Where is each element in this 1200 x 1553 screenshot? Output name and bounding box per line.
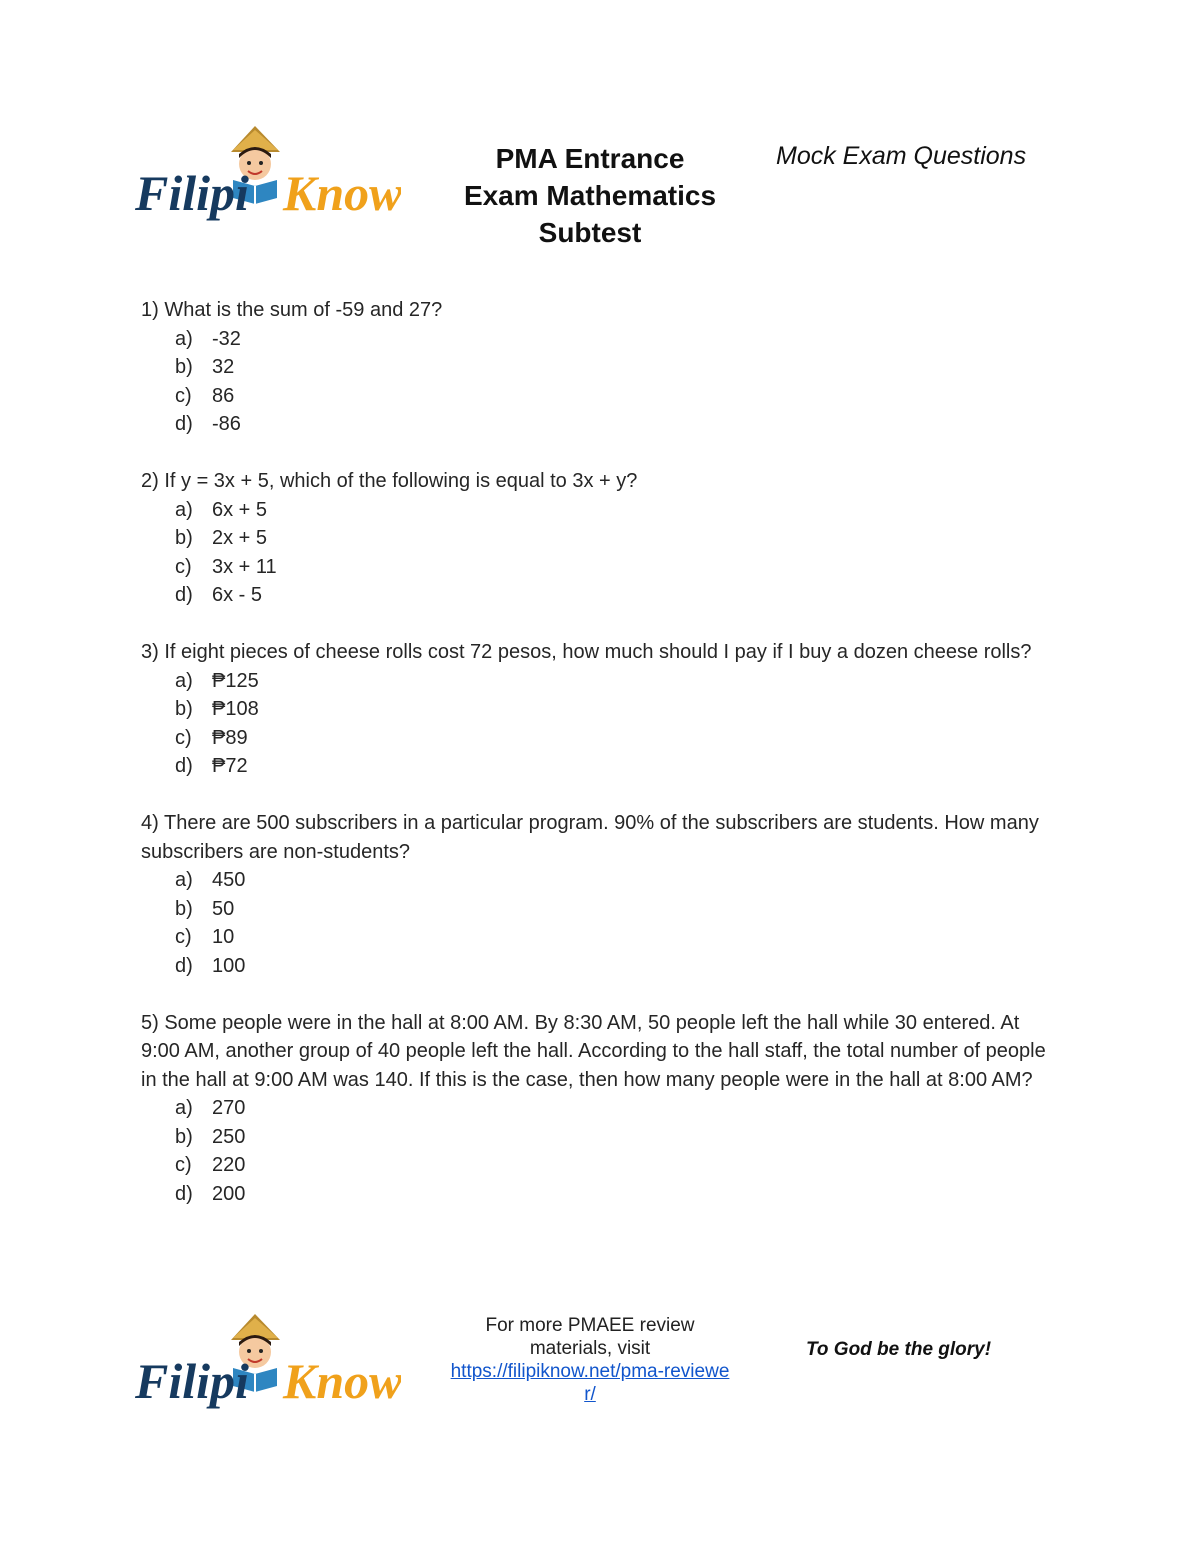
option-letter: b) — [175, 698, 193, 720]
filipiknow-logo — [133, 124, 401, 224]
option-value: 250 — [212, 1125, 246, 1148]
question-text: 3) If eight pieces of cheese rolls cost 72 pesos, how much should I pay if I buy a dozen cheese rolls? — [141, 641, 1032, 663]
option-value: 50 — [212, 897, 235, 920]
option-letter: c) — [175, 555, 192, 578]
option-value: -86 — [212, 413, 241, 435]
option-value: 100 — [212, 954, 246, 977]
option-letter: c) — [175, 726, 192, 749]
option-list — [141, 1094, 1061, 1208]
option-letter: c) — [175, 926, 192, 948]
footer-note — [446, 1314, 734, 1406]
option-d — [175, 752, 1061, 781]
option-letter: b) — [175, 897, 193, 920]
option-c — [175, 923, 1061, 952]
option-letter: a) — [175, 498, 193, 521]
question-text: 5) Some people were in the hall at 8:00 AM. By 8:30 AM, 50 people left the hall while 30 entered. At 9:00 AM, another group of 40 people left the hall. According to the hall staff, the total number of people in the hall at 9:00 AM was 140. If this is the case, then how many people were in the hall at 8:00 AM? — [141, 1011, 1046, 1091]
option-letter: b) — [175, 527, 193, 549]
option-letter: d) — [175, 755, 193, 777]
option-list — [141, 667, 1061, 781]
option-value: ₱89 — [212, 726, 248, 749]
logo-wordmark-filipi: Filipi — [135, 165, 249, 221]
option-letter: c) — [175, 1154, 192, 1176]
option-d — [175, 581, 1061, 610]
option-b — [175, 524, 1061, 553]
option-list — [141, 866, 1061, 980]
option-a — [175, 496, 1061, 525]
page-subtitle: Mock Exam Questions — [776, 142, 1027, 170]
option-c — [175, 553, 1061, 582]
option-value: 32 — [212, 356, 235, 378]
option-a — [175, 667, 1061, 696]
title-line-1: PMA Entrance — [495, 143, 685, 174]
review-materials-link[interactable]: https://filipiknow.net/pma-reviewer/ — [450, 1361, 730, 1405]
option-a — [175, 325, 1061, 354]
option-c — [175, 1151, 1061, 1180]
option-value: 270 — [212, 1097, 246, 1119]
option-d — [175, 410, 1061, 439]
option-a — [175, 866, 1061, 895]
question-3 — [141, 638, 1061, 781]
option-letter: b) — [175, 356, 193, 378]
option-value: 6x - 5 — [212, 584, 263, 606]
question-1 — [141, 296, 1061, 439]
option-value: ₱108 — [212, 698, 259, 720]
option-letter: a) — [175, 1097, 193, 1119]
option-letter: a) — [175, 327, 193, 350]
option-letter: d) — [175, 413, 193, 435]
option-list — [141, 325, 1061, 439]
option-d — [175, 1180, 1061, 1209]
option-value: 3x + 11 — [212, 555, 277, 578]
option-c — [175, 382, 1061, 411]
option-letter: d) — [175, 1182, 193, 1205]
filipiknow-footer-logo — [133, 1312, 401, 1412]
option-value: -32 — [212, 327, 241, 350]
option-b — [175, 695, 1061, 724]
svg-text:Know: Know — [283, 1353, 401, 1409]
option-letter: b) — [175, 1125, 193, 1148]
option-b — [175, 1123, 1061, 1152]
option-d — [175, 952, 1061, 981]
option-letter: a) — [175, 869, 193, 891]
option-a — [175, 1094, 1061, 1123]
footer-note-text: For more PMAEE review materials, visit — [485, 1315, 695, 1359]
question-4 — [141, 809, 1061, 980]
option-value: 86 — [212, 384, 235, 407]
svg-text:Filipi: Filipi — [135, 1353, 249, 1409]
option-value: 450 — [212, 869, 246, 891]
option-list — [141, 496, 1061, 610]
title-line-3: Subtest — [538, 217, 642, 248]
option-value: ₱125 — [212, 669, 259, 692]
option-letter: a) — [175, 669, 193, 692]
question-text: 2) If y = 3x + 5, which of the following is equal to 3x + y? — [141, 470, 638, 492]
question-text: 1) What is the sum of -59 and 27? — [141, 299, 443, 321]
option-letter: d) — [175, 954, 193, 977]
title-line-2: Exam Mathematics — [463, 180, 717, 211]
question-list — [141, 296, 1061, 1208]
option-value: ₱72 — [212, 755, 248, 777]
option-value: 200 — [212, 1182, 246, 1205]
option-value: 2x + 5 — [212, 527, 268, 549]
option-b — [175, 895, 1061, 924]
question-text: 4) There are 500 subscribers in a particular program. 90% of the subscribers are students. How many subscribers are non-students? — [141, 812, 1039, 863]
question-2 — [141, 467, 1061, 610]
option-letter: d) — [175, 584, 193, 606]
footer-glory-text: To God be the glory! — [806, 1339, 992, 1360]
question-5 — [141, 1009, 1061, 1209]
page-title — [440, 140, 740, 251]
option-value: 10 — [212, 926, 235, 948]
option-value: 6x + 5 — [212, 498, 268, 521]
option-c — [175, 724, 1061, 753]
logo-wordmark-know: Know — [283, 165, 401, 221]
option-letter: c) — [175, 384, 192, 407]
option-b — [175, 353, 1061, 382]
option-value: 220 — [212, 1154, 246, 1176]
